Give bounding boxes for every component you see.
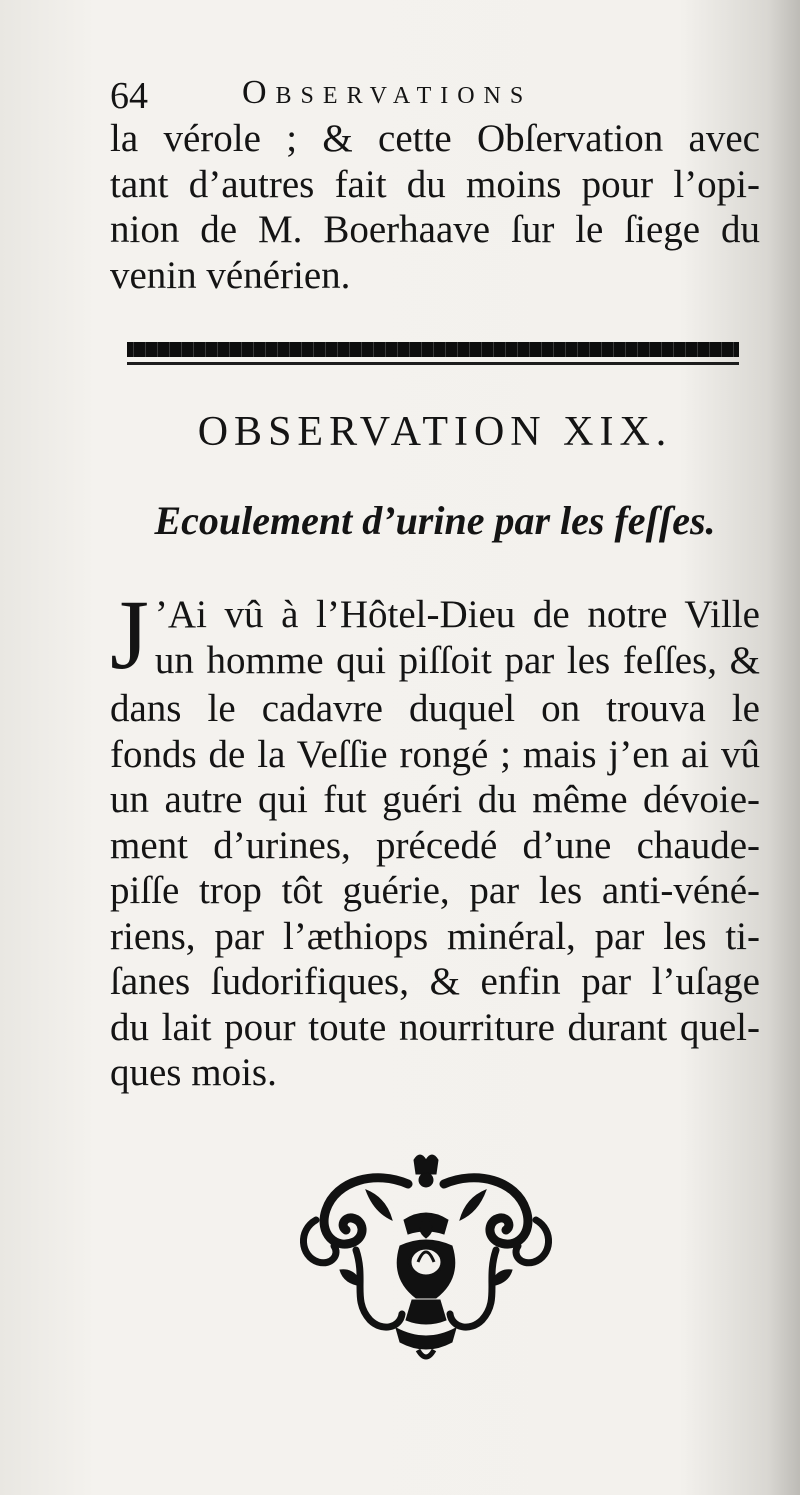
drop-cap: J	[110, 579, 149, 690]
observation-heading: OBSERVATION XIX.	[197, 409, 673, 455]
text-line: venin vénérien.	[110, 253, 351, 297]
text-line: un autre qui fut guéri du même dévoie-	[110, 778, 760, 821]
text-line: un homme qui piſſoit par les feſſes, &	[154, 638, 760, 682]
section-rule-thin	[127, 362, 739, 365]
observation-body	[110, 579, 760, 1096]
observation-subtitle: Ecoulement d’urine par les feſſes.	[154, 498, 716, 543]
text-line: ment d’urines, précedé d’une chaude-	[110, 823, 760, 867]
text-line: la vérole ; & cette Obſervation avec	[110, 117, 760, 160]
text-line: ſanes ſudorifiques, & enfin par l’uſage	[110, 960, 760, 1003]
text-line: riens, par l’æthiops minéral, par les ti-	[110, 914, 760, 958]
fleuron-vase-icon	[296, 1150, 556, 1362]
text-line: dans le cadavre duquel on trouva le	[110, 687, 760, 730]
text-line: ’Ai vû à l’Hôtel-Dieu de notre Ville	[154, 593, 760, 636]
text-line: tant d’autres fait du moins pour l’opi-	[110, 162, 760, 206]
section-rule-thick	[127, 342, 739, 357]
text-line: nion de M. Boerhaave ſur le ſiege du	[110, 208, 760, 251]
text-line: du lait pour toute nourriture durant quel-	[110, 1005, 760, 1049]
text-line: piſſe trop tôt guérie, par les anti-véné-	[110, 869, 760, 912]
continuation-paragraph	[110, 116, 760, 298]
running-title: Observations	[242, 74, 533, 111]
text-line: fonds de la Veſſie rongé ; mais j’en ai vû	[110, 732, 760, 776]
text-line: ques mois.	[110, 1051, 277, 1094]
page-number: 64	[110, 75, 148, 117]
page-header	[110, 72, 760, 122]
